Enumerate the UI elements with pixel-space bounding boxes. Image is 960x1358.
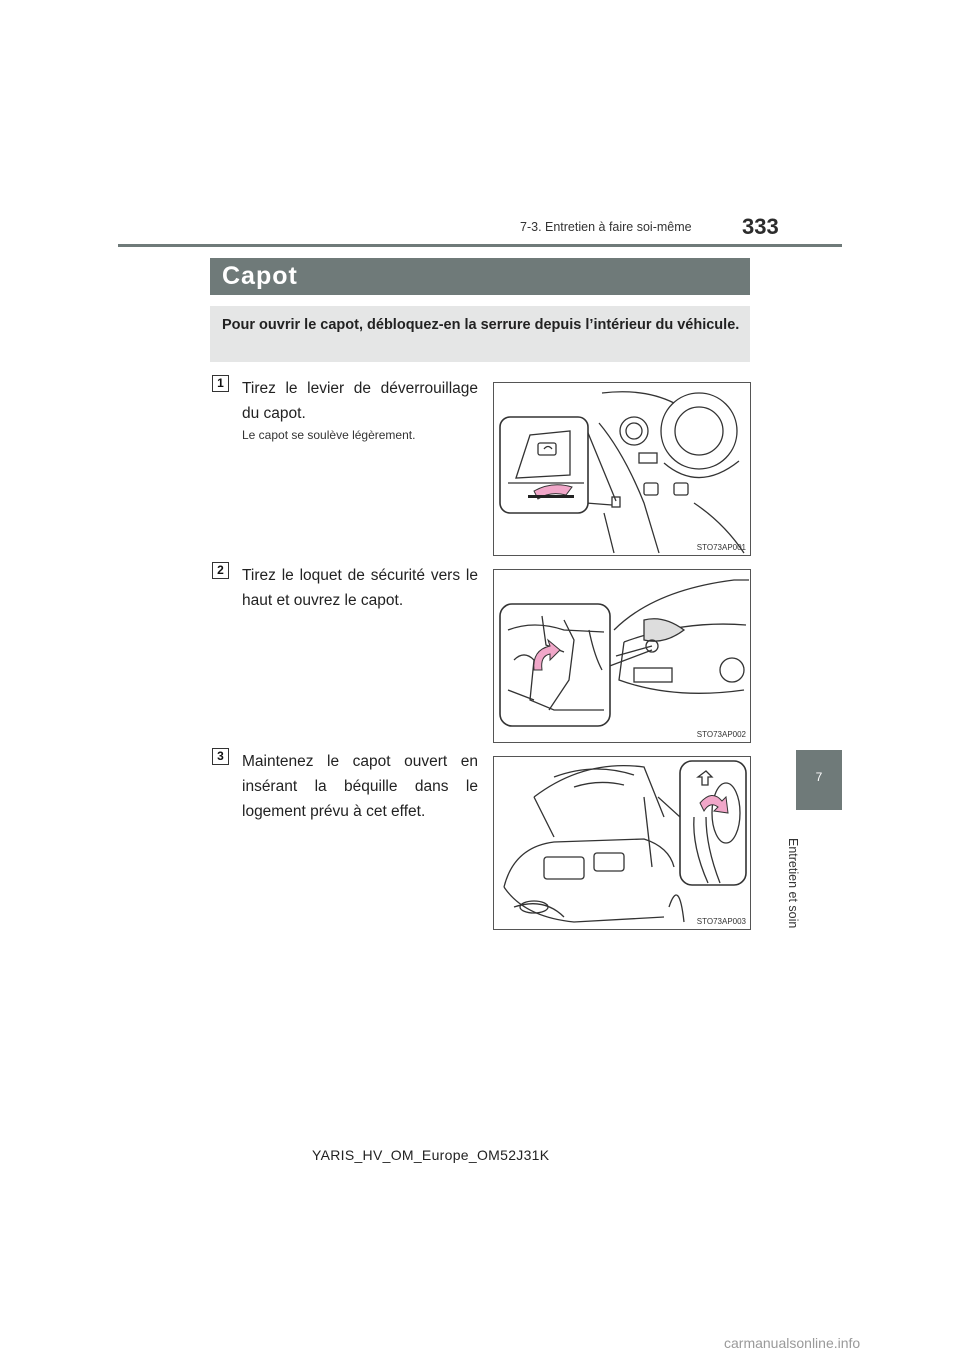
page-title: Capot [222, 262, 298, 290]
figure-code-3: STO73AP003 [696, 917, 746, 926]
header-rule [118, 244, 842, 247]
step-number-1: 1 [212, 375, 229, 392]
figure-code-1: STO73AP001 [696, 543, 746, 552]
figure-code-2: STO73AP002 [696, 730, 746, 739]
illustration-car-front [494, 570, 750, 742]
step-number-3: 3 [212, 748, 229, 765]
document-id: YARIS_HV_OM_Europe_OM52J31K [312, 1147, 550, 1163]
step-note-1: Le capot se soulève légèrement. [242, 428, 416, 442]
figure-hood-support-rod [493, 756, 751, 930]
step-text-3: Maintenez le capot ouvert en insérant la béquille dans le logement prévu à cet effet. [242, 753, 478, 820]
intro-text: Pour ouvrir le capot, débloquez-en la serrure depuis l’intérieur du véhicule. [222, 317, 740, 333]
step-text-2: Tirez le loquet de sécurité vers le haut et ouvrez le capot. [242, 567, 478, 609]
figure-safety-catch [493, 569, 751, 743]
illustration-open-hood [494, 757, 750, 929]
section-label: 7-3. Entretien à faire soi-même [520, 220, 692, 234]
chapter-title: Entretien et soin [786, 838, 800, 929]
page-number: 333 [742, 214, 779, 239]
step-text-1: Tirez le levier de déverrouillage du capot. [242, 380, 478, 422]
step-number-2: 2 [212, 562, 229, 579]
watermark: carmanualsonline.info [724, 1335, 861, 1351]
illustration-dashboard [494, 383, 750, 555]
figure-hood-release-lever [493, 382, 751, 556]
chapter-number: 7 [815, 770, 823, 784]
